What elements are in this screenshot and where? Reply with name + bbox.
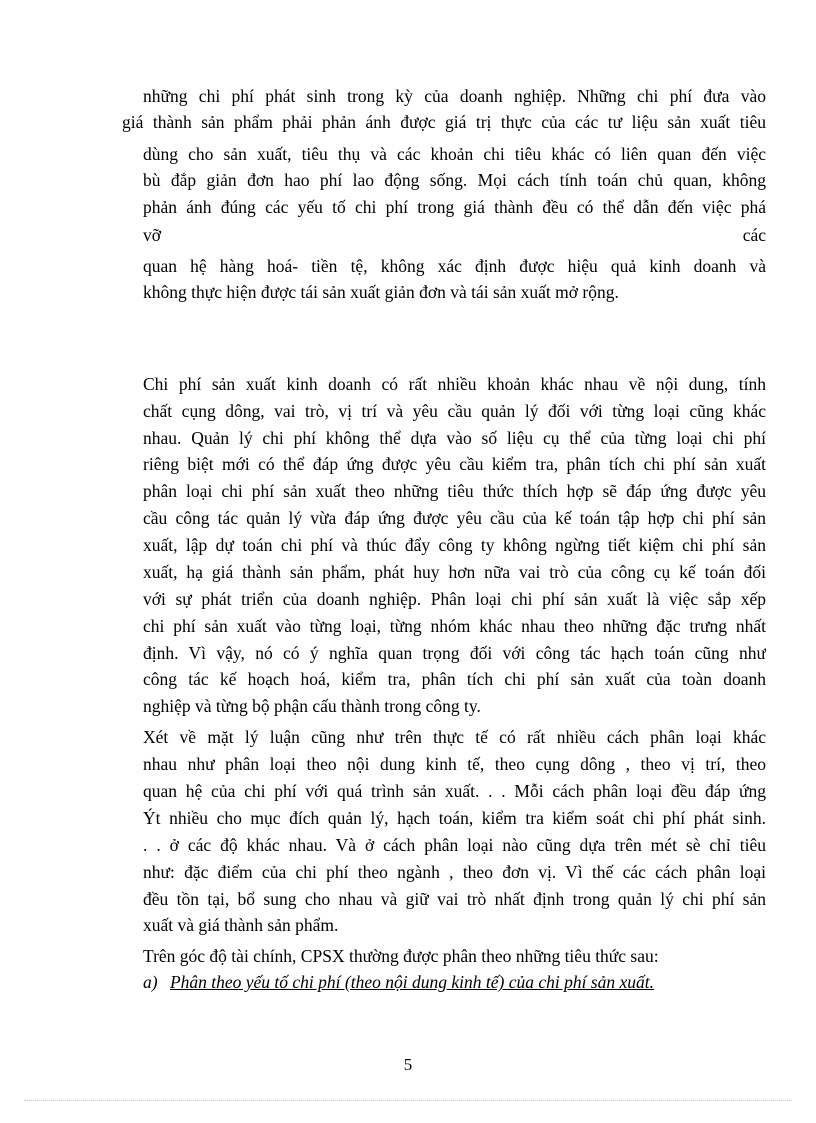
paragraph-line: xuất, hạ giá thành sản phẩm, phát huy hơn nữa vai trò của công cụ kế toán đối — [143, 562, 766, 582]
paragraph-line: định. Vì vậy, nó có ý nghĩa quan trọng đối với công tác hạch toán cũng như — [143, 643, 766, 663]
paragraph-line-split — [143, 223, 766, 247]
paragraph-line: không thực hiện được tái sản xuất giản đơn và tái sản xuất mở rộng. — [143, 282, 619, 302]
paragraph-line: nhau. Quản lý chi phí không thể dựa vào số liệu cụ thể của từng loại chi phí — [143, 428, 766, 448]
paragraph-line: những chi phí phát sinh trong kỳ của doanh nghiệp. Những chi phí đưa vào — [143, 86, 766, 106]
paragraph-line: xuất và giá thành sản phẩm. — [143, 915, 339, 935]
paragraph-line: . . ở các độ khác nhau. Và ở cách phân loại nào cũng dựa trên mét sè chỉ tiêu — [143, 835, 766, 855]
paragraph-line: nhau như phân loại theo nội dung kinh tế, theo cụng dông , theo vị trí, theo — [143, 754, 766, 774]
split-left-word: vỡ — [143, 225, 162, 245]
paragraph-line: quan hệ của chi phí với quá trình sản xuất. . . Mỗi cách phân loại đều đáp ứng — [143, 781, 766, 801]
list-marker: a) — [143, 972, 158, 992]
paragraph-line: Ýt nhiều cho mục đích quản lý, hạch toán, kiểm tra kiểm soát chi phí phát sinh. — [143, 808, 766, 828]
paragraph-line: phản ánh đúng các yếu tố chi phí trong giá thành đều có thể dẫn đến việc phá — [143, 197, 766, 217]
paragraph-line: đều tồn tại, bổ sung cho nhau và giữ vai trò nhất định trong quản lý chi phí sản — [143, 889, 766, 909]
paragraph-line: Chi phí sản xuất kinh doanh có rất nhiều khoản khác nhau về nội dung, tính — [143, 374, 766, 394]
paragraph-line: nghiệp và từng bộ phận cấu thành trong công ty. — [143, 696, 481, 716]
paragraph-line: giá thành sản phẩm phải phản ánh được giá trị thực của các tư liệu sản xuất tiêu — [122, 112, 766, 132]
paragraph-line: bù đắp giản đơn hao phí lao động sống. Mọi cách tính toán chủ quan, không — [143, 170, 766, 190]
paragraph-line: cầu công tác quản lý vừa đáp ứng được yêu cầu của kế toán tập hợp chi phí sản — [143, 508, 766, 528]
paragraph-line: như: đặc điểm của chi phí theo ngành , theo đơn vị. Vì thế các cách phân loại — [143, 862, 766, 882]
paragraph-line: dùng cho sản xuất, tiêu thụ và các khoản chi tiêu khác có liên quan đến việc — [143, 144, 766, 164]
list-item-a — [143, 970, 766, 994]
page-number: 5 — [403, 1055, 413, 1074]
paragraph-line: công tác kế hoạch hoá, kiểm tra, phân tích chi phí sản xuất của toàn doanh — [143, 669, 766, 689]
paragraph-line: Xét về mặt lý luận cũng như trên thực tế có rất nhiều cách phân loại khác — [143, 727, 766, 747]
paragraph-line: phân loại chi phí sản xuất theo những tiêu thức thích hợp sẽ đáp ứng được yêu — [143, 481, 766, 501]
paragraph-line: chất cụng dông, vai trò, vị trí và yêu cầu quản lý đối với từng loại cũng khác — [143, 401, 766, 421]
paragraph-line: quan hệ hàng hoá- tiền tệ, không xác định được hiệu quả kinh doanh và — [143, 256, 766, 276]
paragraph-line: với sự phát triển của doanh nghiệp. Phân loại chi phí sản xuất là việc sắp xếp — [143, 589, 766, 609]
paragraph-line: riêng biệt mới có thể đáp ứng được yêu cầu kiểm tra, phân tích chi phí sản xuất — [143, 454, 766, 474]
paragraph-line: xuất, lập dự toán chi phí và thúc đẩy công ty không ngừng tiết kiệm chi phí sản — [143, 535, 766, 555]
page-bottom-divider — [24, 1100, 792, 1101]
paragraph-line: chi phí sản xuất vào từng loại, từng nhóm khác nhau theo những đặc trưng nhất — [143, 616, 766, 636]
split-right-word: các — [742, 225, 766, 245]
paragraph-line: Trên góc độ tài chính, CPSX thường được phân theo những tiêu thức sau: — [143, 946, 659, 966]
list-item-text: Phân theo yếu tố chi phí (theo nội dung kinh tế) của chi phí sản xuất. — [169, 972, 655, 992]
